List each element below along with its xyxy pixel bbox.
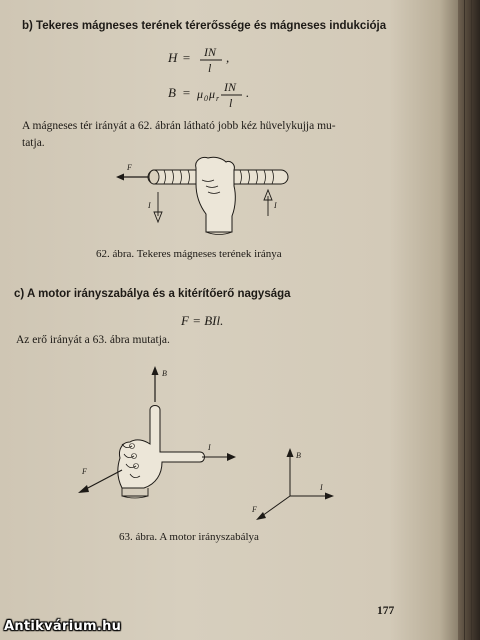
axes-label-I: I [320,483,323,492]
spine-edge-line [471,0,472,640]
figure-63-caption: 63. ábra. A motor irányszabálya [119,531,259,543]
svg-text:B: B [168,85,176,100]
figure-63-axes-drawing [240,440,350,530]
section-b-heading: b) Tekeres mágneses terének térerőssége és mágneses indukciója [22,20,387,32]
equation-H-B-svg [160,40,280,112]
section-c-heading: c) A motor irányszabálya és a kitérítőerő nagysága [14,288,291,300]
svg-text:0: 0 [204,94,208,103]
axes-label-F: F [252,505,257,514]
page-number: 177 [377,605,395,617]
svg-text:IN: IN [224,80,236,94]
figure-63-axes [240,440,350,530]
svg-text:r: r [216,94,220,103]
axes-label-B: B [296,451,301,460]
fig63-label-F: F [82,467,87,476]
book-spine [458,0,480,640]
svg-text:.: . [246,85,250,100]
svg-text:μ: μ [209,87,216,101]
svg-text:=: = [182,50,191,65]
svg-text:l: l [208,61,212,75]
svg-text:l: l [229,96,233,110]
svg-text:=: = [182,85,191,100]
equation-block-b [160,40,280,112]
paragraph-b-line2: tatja. [22,137,45,149]
paragraph-b-line1: A mágneses tér irányát a 62. ábrán látható jobb kéz hüvelykujja mu- [22,120,336,132]
figure-63-hand [70,362,250,527]
fig62-label-I-left: I [148,201,151,210]
fig63-label-I: I [208,443,211,452]
equation-F: F = BIl. [181,313,224,328]
figure-62 [110,150,300,245]
fig63-label-B: B [162,369,167,378]
fig62-label-F: F [127,163,132,172]
svg-text:IN: IN [204,45,216,59]
spine-edge-line [464,0,465,640]
figure-62-caption: 62. ábra. Tekeres mágneses terének iránya [96,248,282,260]
figure-62-drawing [110,150,300,245]
figure-63-hand-drawing [70,362,250,527]
watermark-text: Antikvárium.hu [4,619,122,634]
paragraph-c: Az erő irányát a 63. ábra mutatja. [16,334,170,346]
svg-text:H: H [168,50,178,65]
svg-text:μ: μ [197,87,204,101]
fig62-label-I-right: I [274,201,277,210]
svg-text:,: , [226,50,230,65]
paragraph-b [22,118,402,152]
